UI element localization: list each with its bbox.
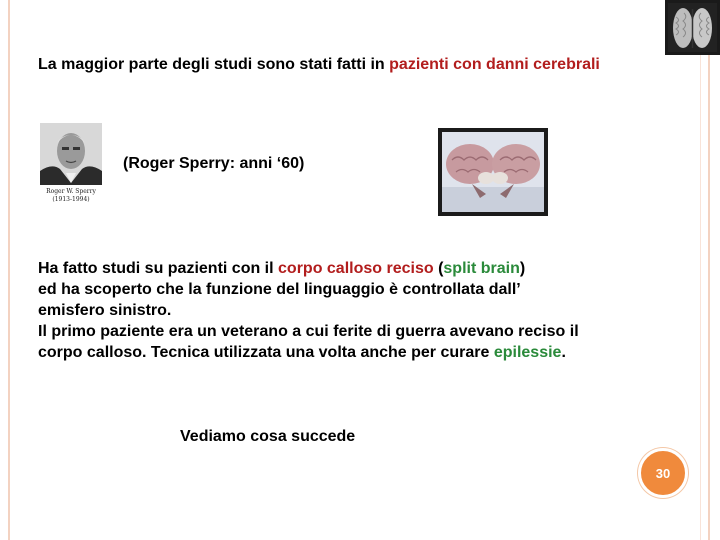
paren-open: ( — [433, 260, 444, 277]
brain-thumbnail-image — [665, 0, 720, 55]
split-brain-specimen-photo — [442, 132, 544, 212]
body-line-5 — [38, 342, 678, 363]
paren-close: ) — [519, 260, 526, 277]
page-number: 30 — [655, 465, 671, 481]
body-line-2: ed ha scoperto che la funzione del linguaggio è controllata dall’ — [38, 281, 521, 298]
portrait-caption-name: Roger W. Sperry — [46, 188, 96, 195]
body-line-1 — [38, 258, 678, 279]
slide-title — [38, 56, 678, 74]
split-brain-photo — [438, 128, 548, 216]
page-number-badge — [638, 448, 688, 498]
sperry-caption: (Roger Sperry: anni ‘60) — [123, 155, 305, 172]
left-frame-line — [8, 0, 10, 540]
epilessie-highlight: epilessie — [493, 344, 562, 361]
title-highlight: pazienti con danni cerebrali — [389, 56, 600, 73]
closing-text: Vediamo cosa succede — [180, 428, 356, 445]
title-prefix: La maggior parte degli studi sono stati fatti in — [38, 56, 390, 73]
body-text — [38, 258, 678, 363]
roger-sperry-portrait — [40, 123, 102, 205]
body-line-3: emisfero sinistro. — [38, 302, 172, 319]
right-frame-line — [708, 0, 710, 540]
final-period: . — [561, 344, 566, 361]
brain-top-view-icon — [668, 3, 717, 52]
body-line-4: Il primo paziente era un veterano a cui ferite di guerra avevano reciso il — [38, 323, 579, 340]
right-frame-inner-line — [700, 0, 701, 540]
body-line-5-text: corpo calloso. Tecnica utilizzata una volta anche per curare — [38, 344, 494, 361]
split-brain-highlight: split brain — [443, 260, 520, 277]
corpo-calloso-highlight: corpo calloso reciso — [278, 260, 434, 277]
sperry-portrait — [40, 123, 102, 205]
portrait-caption-years: (1913-1994) — [52, 196, 90, 203]
body-line-1-text: Ha fatto studi su pazienti con il — [38, 260, 279, 277]
